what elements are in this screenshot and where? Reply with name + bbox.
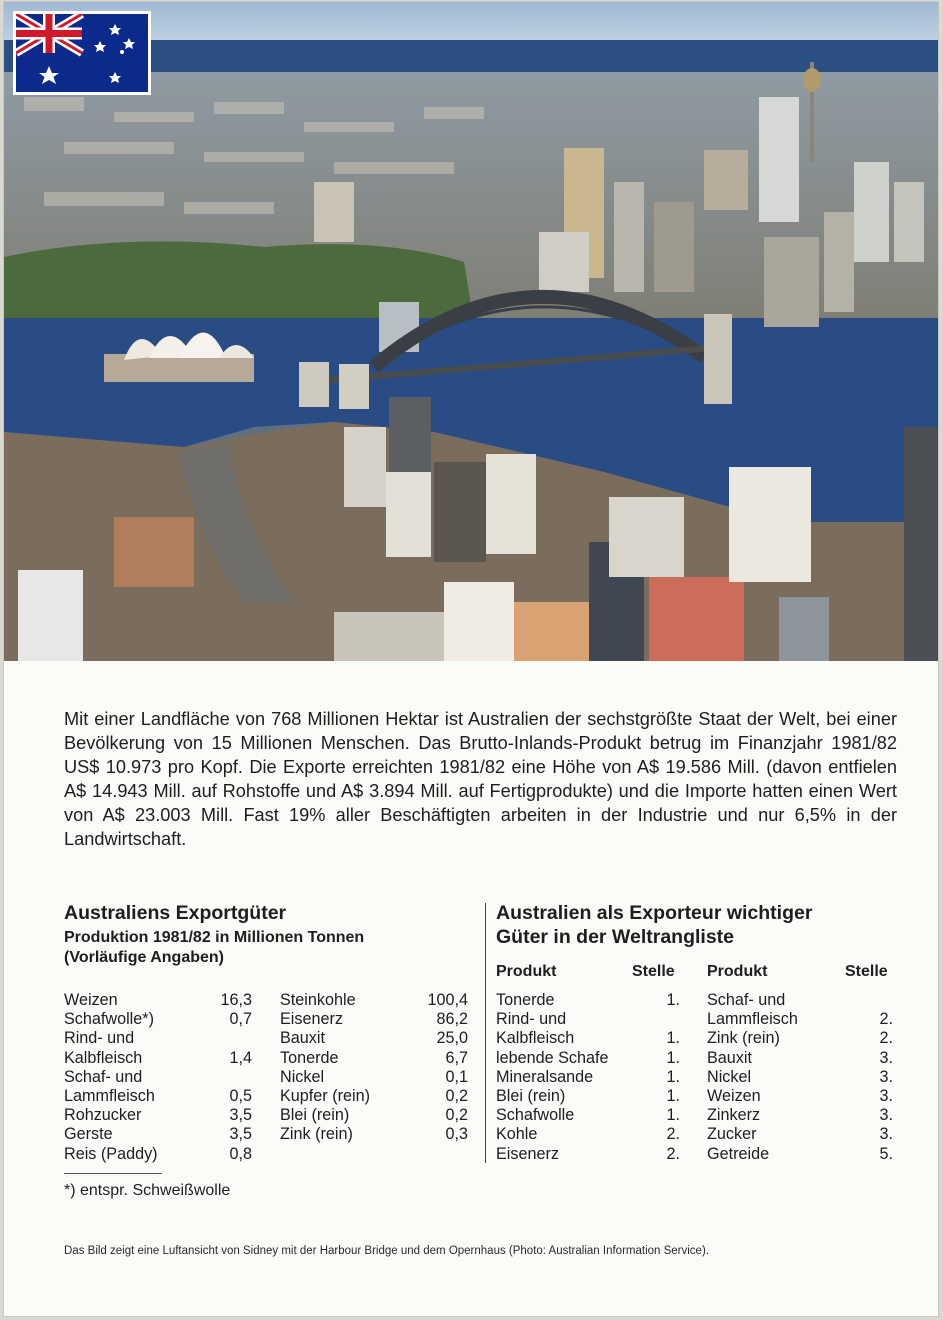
table-cell-name: Zink (rein) [280,1125,353,1144]
table-cell-value: 6,7 [445,1048,468,1067]
table-cell-name: Schaf- und [707,991,786,1009]
table-cell-name: Nickel [280,1067,325,1086]
table-cell-value: 0,2 [445,1106,468,1125]
export-goods-title: Australiens Exportgüter [64,902,287,924]
export-goods-subtitle-1: Produktion 1981/82 in Millionen Tonnen [64,929,365,946]
ranking-col2 [707,991,893,1164]
table-cell-name: Tonerde [496,991,555,1009]
table-cell-value: 1. [666,1087,680,1105]
ranking-col1 [496,991,680,1164]
table-cell-name: Steinkohle [280,991,356,1009]
table-cell-value: 0,1 [445,1067,468,1086]
table-cell-value: 0,8 [229,1144,252,1163]
table-cell-value: 3. [879,1087,893,1105]
export-goods-col1 [64,991,252,1164]
table-cell-name: Tonerde [280,1048,339,1067]
intro-paragraph: Mit einer Landfläche von 768 Millionen Hektar ist Australien der sechstgrößte Staat der Welt, bei einer Bevölkerung von 15 Millionen Menschen. Das Brutto-Inlands-Produkt betrug im Finanzjahr 1981/82 US$ 10.973 pro Kopf. Die Exporte erreichten 1981/82 eine Höhe von A$ 19.586 Mill. (davon entfielen A$ 14.943 Mill. auf Rohstoffe und A$ 3.894 Mill. auf Fertigprodukte) und die Importe hatten einen Wert von A$ 23.003 Mill. Fast 19% aller Beschäftigten arbeiten in der Industrie und nur 6,5% in der Landwirtschaft. [64,709,897,849]
table-cell-name: Schaf- und [64,1067,143,1086]
table-cell-name: Reis (Paddy) [64,1144,158,1163]
table-cell-value: 0,7 [229,1010,252,1029]
table-cell-name: Weizen [707,1087,761,1105]
ranking-header-rank-2: Stelle [845,963,888,980]
table-cell-name: lebende Schafe [496,1048,609,1067]
table-cell-value: 25,0 [436,1029,468,1048]
table-cell-name: Zink (rein) [707,1029,780,1048]
table-cell-value: 3. [879,1048,893,1067]
table-cell-name: Zucker [707,1125,757,1144]
table-cell-value: 16,3 [220,991,252,1009]
australian-flag [13,11,151,95]
table-cell-name: Blei (rein) [280,1106,350,1125]
table-cell-value: 3. [879,1106,893,1125]
footnote: *) entspr. Schweißwolle [64,1182,231,1199]
table-cell-name: Getreide [707,1144,770,1163]
table-cell-name: Eisenerz [280,1010,343,1029]
ranking-header-rank-1: Stelle [632,963,675,980]
ranking-title-1: Australien als Exporteur wichtiger [496,902,813,924]
table-cell-value: 1. [666,1048,680,1067]
table-cell-name: Kalbfleisch [496,1029,575,1048]
table-cell-name: Zinkerz [707,1106,761,1125]
table-cell-value: 3. [879,1125,893,1144]
sydney-aerial-photo [4,2,938,661]
table-cell-value: 1. [666,1106,680,1125]
table-cell-value: 86,2 [436,1010,468,1029]
table-cell-value: 1. [666,1029,680,1048]
ranking-title-2: Güter in der Weltrangliste [496,926,735,948]
table-cell-name: Rohzucker [64,1106,142,1125]
table-cell-value: 1. [666,1067,680,1086]
table-cell-value: 2. [666,1144,680,1163]
table-cell-name: Rind- und [496,1010,567,1029]
table-cell-value: 3,5 [229,1106,252,1125]
export-goods-col2 [280,991,468,1145]
table-cell-value: 2. [879,1029,893,1048]
table-cell-name: Bauxit [707,1048,752,1067]
ranking-header-product-2: Produkt [707,963,768,980]
table-cell-name: Kohle [496,1125,538,1144]
table-cell-value: 2. [666,1125,680,1144]
table-cell-value: 0,3 [445,1125,468,1144]
footnote-divider [64,1173,162,1174]
export-goods-subtitle-2: (Vorläufige Angaben) [64,949,224,966]
table-cell-value: 1. [666,991,680,1009]
table-cell-name: Rind- und [64,1029,135,1048]
table-cell-value: 3,5 [229,1125,252,1144]
text-panel [4,661,938,1316]
table-cell-name: Nickel [707,1067,752,1086]
table-cell-name: Gerste [64,1125,113,1144]
table-cell-value: 2. [879,1010,893,1029]
postcard [4,2,938,1316]
table-cell-value: 3. [879,1067,893,1086]
table-cell-name: Kupfer (rein) [280,1087,370,1105]
table-cell-name: Eisenerz [496,1144,559,1163]
table-cell-value: 100,4 [427,991,468,1009]
table-cell-value: 0,2 [445,1087,468,1105]
table-cell-name: Mineralsande [496,1067,594,1086]
table-cell-name: Schafwolle*) [64,1010,154,1029]
table-cell-name: Bauxit [280,1029,325,1048]
table-cell-value: 1,4 [229,1048,252,1067]
table-cell-name: Lammfleisch [707,1010,798,1029]
column-divider [485,903,486,1163]
table-cell-name: Lammfleisch [64,1087,155,1105]
table-cell-name: Weizen [64,991,118,1009]
table-cell-value: 0,5 [229,1087,252,1105]
table-cell-name: Kalbfleisch [64,1048,143,1067]
photo-caption: Das Bild zeigt eine Luftansicht von Sidney mit der Harbour Bridge und dem Opernhaus (Photo: Australian Information Service). [64,1245,709,1257]
ranking-header-product-1: Produkt [496,963,557,980]
table-cell-name: Schafwolle [496,1106,575,1125]
table-cell-value: 5. [879,1144,893,1163]
table-cell-name: Blei (rein) [496,1087,566,1105]
